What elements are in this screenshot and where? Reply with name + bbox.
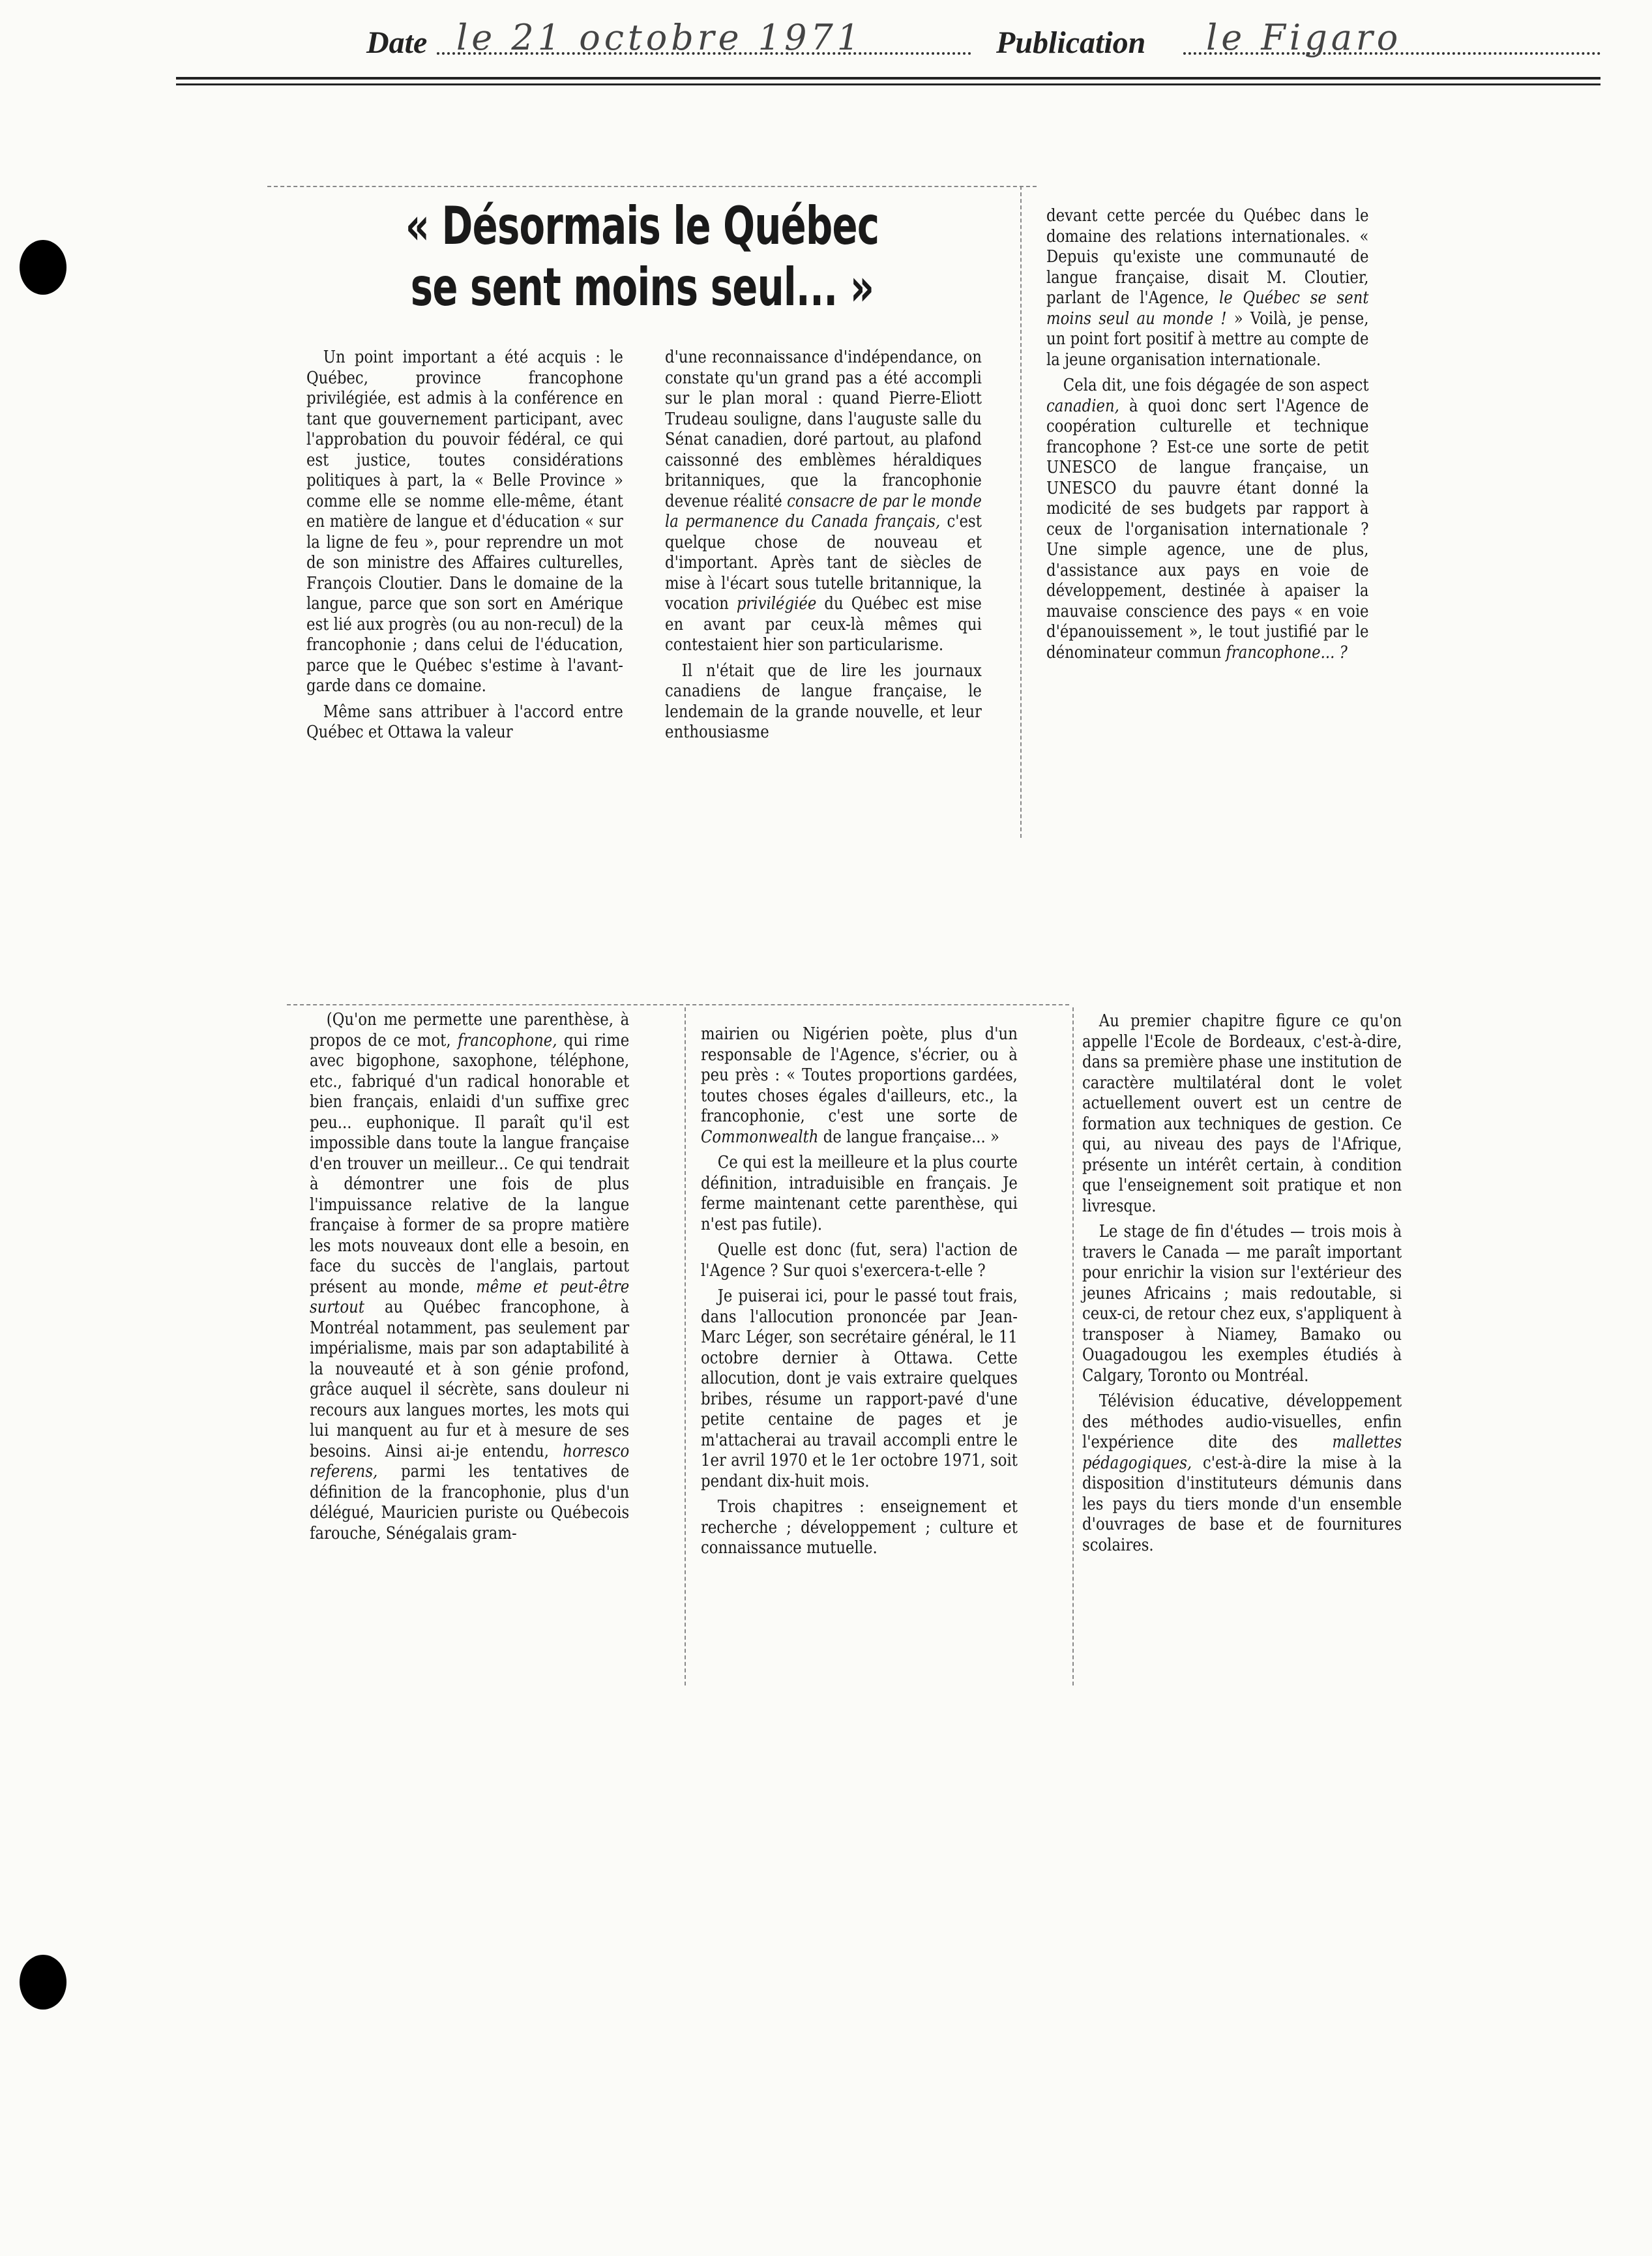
article-column-6 (1082, 1011, 1402, 1560)
italic-run: consacre de par le monde la permanence du Canada français, (665, 490, 982, 531)
paragraph (1046, 375, 1369, 662)
italic-run: canadien, (1046, 395, 1119, 416)
bottom-article-border (287, 1004, 1069, 1005)
paragraph (665, 347, 982, 655)
article-headline (377, 196, 907, 318)
text-run: mairien ou Nigérien poète, plus d'un responsable de l'Agence, s'écrier, ou à peu près : « Toutes proportions gardées, toutes choses égales d'ailleurs, etc., la francophonie, c'est une sorte de (701, 1024, 1018, 1126)
italic-run: francophone... ? (1226, 642, 1348, 662)
text-run: c'est-à-dire la mise à la disposition d'instituteurs démunis dans les pays du tiers monde d'un ensemble d'ouvrages de base et de fournitures scolaires. (1082, 1452, 1402, 1555)
article-column-3 (1046, 205, 1369, 668)
italic-run: même et peut-être surtout (310, 1276, 630, 1317)
text-run: devant cette percée du Québec dans le domaine des relations internationales. « Depuis qu'existe une communauté de langue française, disait M. Cloutier, parlant de l'Agence, (1046, 205, 1369, 308)
text-run: (Qu'on me permette une parenthèse, à propos de ce mot, (310, 1009, 630, 1050)
date-handwritten: le 21 octobre 1971 (456, 17, 864, 58)
column-separator (1072, 1007, 1074, 1685)
text-run: du Québec est mise en avant par ceux-là mêmes qui contestaient hier son particularisme. (665, 593, 982, 655)
italic-run: mallettes pédagogiques, (1082, 1432, 1402, 1473)
text-run: parmi les tentatives de définition de la francophonie, plus d'un délégué, Mauricien puriste ou Québecois farouche, Sénégalais gram- (310, 1461, 630, 1543)
italic-run: Commonwealth (701, 1126, 819, 1147)
italic-run: francophone, (458, 1030, 557, 1050)
paragraph: Au premier chapitre figure ce qu'on appelle l'Ecole de Bordeaux, c'est-à-dire, dans sa première phase une institution de caractère multilatéral dont le volet actuellement ouvert est un centre de formation aux techniques de gestion. Ce qui, au niveau des pays de l'Afrique, présente un intérêt certain, à condition que l'enseignement soit pratique et non livresque. (1082, 1011, 1402, 1216)
italic-run: le Québec se sent moins seul au monde ! (1046, 288, 1369, 329)
clipping-header (176, 17, 1600, 65)
text-run: à quoi donc sert l'Agence de coopération culturelle et technique francophone ? Est-ce une sorte de petit UNESCO de langue française, un UNESCO du pauvre étant donné la modicité de ses budgets par rapport à ceux de l'organisation internationale ? Une simple agence, une de plus, d'assistance aux pays en voie de développement, destinée à apaiser la mauvaise conscience des pays « en voie d'épanouissement », le tout justifié par le dénominateur commun (1046, 395, 1369, 662)
article-column-4 (310, 1009, 629, 1549)
punch-hole-bottom (20, 1955, 66, 2010)
text-run: » Voilà, je pense, un point fort positif à mettre au compte de la jeune organisation internationale. (1046, 308, 1369, 370)
paragraph: Quelle est donc (fut, sera) l'action de l'Agence ? Sur quoi s'exercera-t-elle ? (701, 1239, 1018, 1281)
paragraph: Il n'était que de lire les journaux canadiens de langue française, le lendemain de la grande nouvelle, et leur enthousiasme (665, 660, 982, 742)
publication-label: Publication (996, 25, 1146, 60)
text-run: d'une reconnaissance d'indépendance, on constate qu'un grand pas a été accompli sur le plan moral : quand Pierre-Eliott Trudeau souligne, dans l'auguste salle du Sénat canadien, doré partout, au plafond caissonné des emblèmes héraldiques britanniques, que la francophonie devenue réalité (665, 347, 982, 511)
column-separator (685, 1007, 686, 1685)
headline-line-1: « Désormais le Québec (405, 196, 879, 256)
paragraph (310, 1009, 629, 1543)
text-run: Cela dit, une fois dégagée de son aspect (1063, 375, 1369, 395)
top-article-border (267, 186, 1037, 187)
text-run: au Québec francophone, à Montréal notamment, pas seulement par impérialisme, mais par son adaptabilité à la nouveauté et à son génie profond, grâce auquel il sécrète, sans douleur ni recours aux langues mortes, les mots qui lui manquent au fur et à mesure de ses besoins. Ainsi ai-je entendu, (310, 1297, 630, 1461)
punch-hole-top (20, 240, 66, 295)
paragraph (701, 1024, 1018, 1147)
text-run: Télévision éducative, développement des méthodes audio-visuelles, enfin l'expérience dite des (1082, 1391, 1402, 1452)
article-column-2 (665, 347, 982, 748)
paragraph: Même sans attribuer à l'accord entre Québec et Ottawa la valeur (306, 701, 623, 742)
article-column-5 (701, 1024, 1018, 1564)
date-label: Date (366, 25, 428, 60)
paragraph: Le stage de fin d'études — trois mois à travers le Canada — me paraît important pour enrichir la vision sur l'extérieur des jeunes Africains ; mais redoutable, si ceux-ci, de retour chez eux, s'appliquent à transposer à Niamey, Bamako ou Ouagadougou les exemples étudiés à Calgary, Toronto ou Montréal. (1082, 1221, 1402, 1386)
article-column-1 (306, 347, 623, 748)
header-rule-secondary (176, 83, 1600, 85)
italic-run: privilégiée (736, 593, 817, 614)
headline-line-2: se sent moins seul... » (410, 257, 874, 318)
text-run: qui rime avec bigophone, saxophone, téléphone, etc., fabriqué d'un radical honorable et bien français, enlaidi d'un suffixe grec peu... euphonique. Il paraît qu'il est impossible dans toute la langue française d'en trouver un meilleur... Ce qui tendrait à démontrer une fois de plus l'impuissance relative de la langue française à former de sa propre matière les mots nouveaux dont elle a besoin, en face du succès de l'anglais, partout présent au monde, (310, 1030, 630, 1297)
text-run: de langue française... » (823, 1126, 999, 1147)
paragraph: Trois chapitres : enseignement et recherche ; développement ; culture et connaissance mutuelle. (701, 1496, 1018, 1558)
column-separator (1020, 186, 1022, 838)
italic-run: horresco referens, (310, 1440, 630, 1481)
paragraph: Je puiserai ici, pour le passé tout frais, dans l'allocution prononcée par Jean-Marc Léger, son secrétaire général, le 11 octobre dernier à Ottawa. Cette allocution, dont je vais extraire quelques bribes, résume un rapport-pavé d'une petite centaine de pages et je m'attacherai au travail accompli entre le 1er avril 1970 et le 1er octobre 1971, soit pendant dix-huit mois. (701, 1286, 1018, 1491)
header-rule (176, 77, 1600, 80)
text-run: c'est quelque chose de nouveau et d'important. Après tant de siècles de mise à l'écart sous tutelle britannique, la vocation (665, 511, 982, 614)
paragraph: Un point important a été acquis : le Québec, province francophone privilégiée, est admis à la conférence en tant que gouvernement participant, avec l'approbation du pouvoir fédéral, ce qui est justice, toutes considérations politiques à part, la « Belle Province » comme elle se nomme elle-même, étant en matière de langue et d'éducation « sur la ligne de feu », pour reprendre un mot de son ministre des Affaires culturelles, François Cloutier. Dans le domaine de la langue, parce que son sort en Amérique est lié aux progrès (ou au non-recul) de la francophonie ; dans celui de l'éducation, parce que le Québec s'estime à l'avant-garde dans ce domaine. (306, 347, 623, 696)
publication-handwritten: le Figaro (1206, 17, 1402, 58)
paragraph (1046, 205, 1369, 370)
paragraph (1082, 1391, 1402, 1555)
paragraph: Ce qui est la meilleure et la plus courte définition, intraduisible en français. Je ferme maintenant cette parenthèse, qui n'est pas futile). (701, 1152, 1018, 1234)
